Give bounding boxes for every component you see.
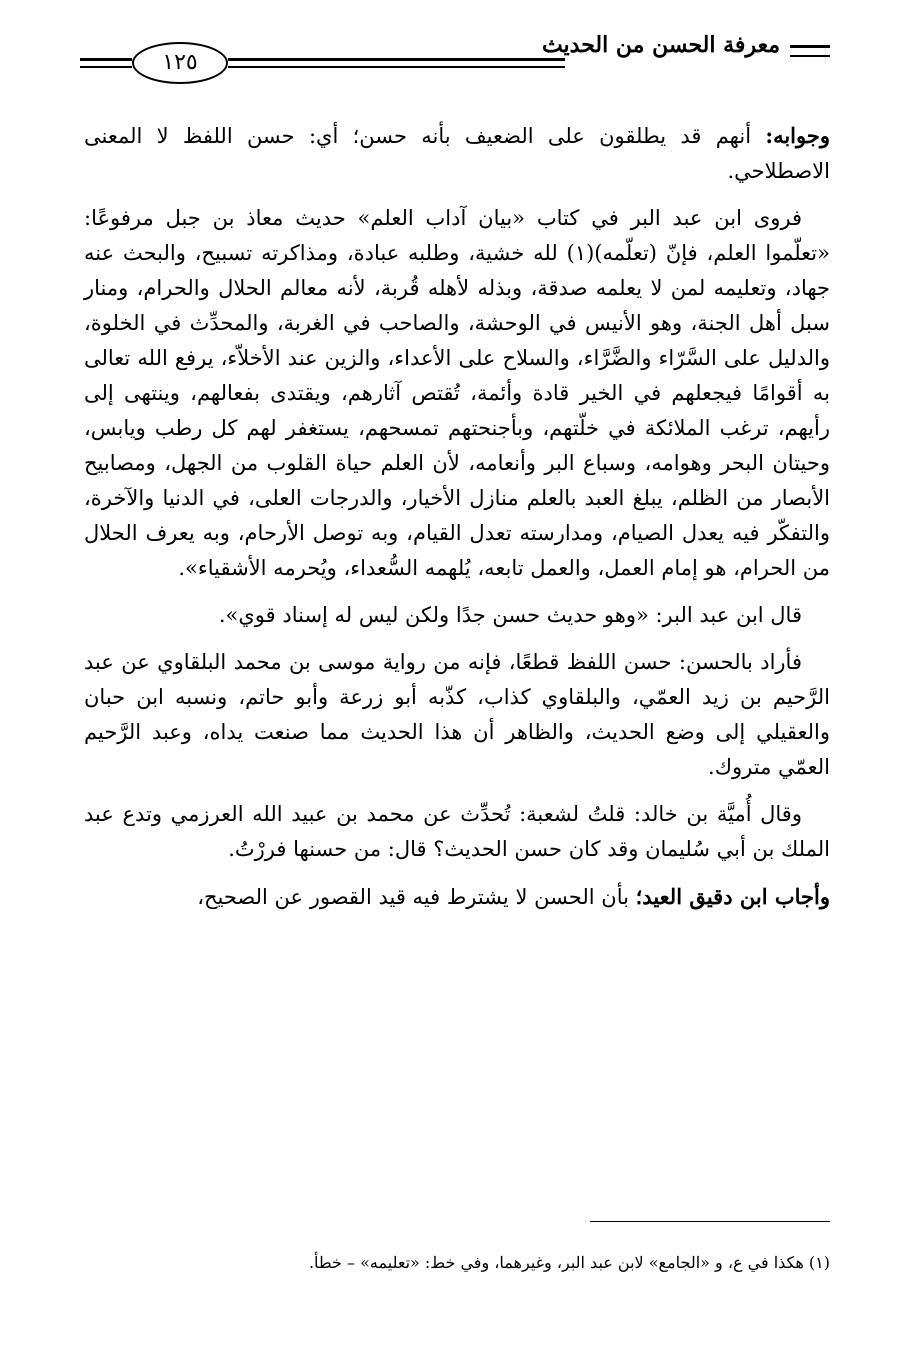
paragraph-text: فروى ابن عبد البر في كتاب «بيان آداب العلم» حديث معاذ بن جبل مرفوعًا: «تعلّموا العلم، فإنّ (تعلّمه)(١) لله خشية، وطلبه عبادة، ومذاكرته تسبيح، والبحث عنه جهاد، وتعليمه لمن لا يعلمه صدقة، وبذله لأهله قُربة، لأنه معالم الحلال والحرام، ومنار سبل أهل الجنة، وهو الأنيس في الوحشة، والصاحب في الغربة، والمحدِّث في الخلوة، والدليل على السَّرّاء والضَّرَّاء، والسلاح على الأعداء، والزين عند الأخلاّء، يرفع الله تعالى به أقوامًا فيجعلهم في الخير قادة وأئمة، تُقتص آثارهم، ويقتدى بفعالهم، وينتهى إلى رأيهم، ترغب الملائكة في خلّتهم، وبأجنحتهم تمسحهم، يستغفر لهم كل رطب ويابس، وحيتان البحر وهوامه، وسباع البر وأنعامه، لأن العلم حياة القلوب من الجهل، ومصابيح الأبصار من الظلم، يبلغ العبد بالعلم منازل الأخيار، والدرجات العلى، في الدنيا والآخرة، والتفكّر فيه يعدل الصيام، ومدارسته تعدل القيام، وبه توصل الأرحام، وبه يعرف الحلال من الحرام، هو إمام العمل، والعمل تابعه، يُلهمه السُّعداء، ويُحرمه الأشقياء». bbox=[84, 206, 830, 580]
paragraph-explanation bbox=[84, 645, 830, 785]
paragraph-ibn-abd-albarr bbox=[84, 598, 830, 633]
paragraph-lead: وجوابه: bbox=[765, 123, 830, 148]
paragraph-text: بأن الحسن لا يشترط فيه قيد القصور عن الصحيح، bbox=[197, 885, 636, 909]
footnote-divider bbox=[590, 1221, 830, 1222]
paragraph-ibn-daqiq bbox=[84, 879, 830, 915]
main-text bbox=[84, 118, 830, 927]
paragraph-text: وقال أُميَّة بن خالد: قلتُ لشعبة: تُحدِّث عن محمد بن عبيد الله العرزمي وتدع عبد الملك بن أبي سُليمان وقد كان حسن الحديث؟ قال: من حسنها فررْتُ. bbox=[84, 802, 830, 861]
paragraph-text: قال ابن عبد البر: «وهو حديث حسن جدًا ولكن ليس له إسناد قوي». bbox=[218, 603, 802, 627]
page-header bbox=[80, 28, 830, 88]
header-rule bbox=[228, 58, 565, 68]
header-rule-left bbox=[80, 58, 132, 68]
paragraph-text: أنهم قد يطلقون على الضعيف بأنه حسن؛ أي: حسن اللفظ لا المعنى الاصطلاحي. bbox=[84, 124, 830, 183]
paragraph-hadith bbox=[84, 201, 830, 586]
paragraph-answer bbox=[84, 118, 830, 189]
running-title: معرفة الحسن من الحديث bbox=[541, 32, 780, 58]
paragraph-lead: وأجاب ابن دقيق العيد؛ bbox=[635, 884, 830, 909]
page-number: ١٢٥ bbox=[132, 42, 228, 84]
paragraph-text: فأراد بالحسن: حسن اللفظ قطعًا، فإنه من رواية موسى بن محمد البلقاوي عن عبد الرَّحيم بن زيد العمّي، والبلقاوي كذاب، كذّبه أبو زرعة وأبو حاتم، ونسبه ابن حبان والعقيلي إلى وضع الحديث، والظاهر أن هذا الحديث مما صنعت يداه، وعبد الرَّحيم العمّي متروك. bbox=[84, 650, 830, 779]
footnote: (١) هكذا في ع، و «الجامع» لابن عبد البر، وغيرهما، وفي خط: «تعليمه» – خطأ. bbox=[308, 1253, 830, 1272]
paragraph-umayya bbox=[84, 797, 830, 867]
header-ornament bbox=[790, 45, 830, 57]
